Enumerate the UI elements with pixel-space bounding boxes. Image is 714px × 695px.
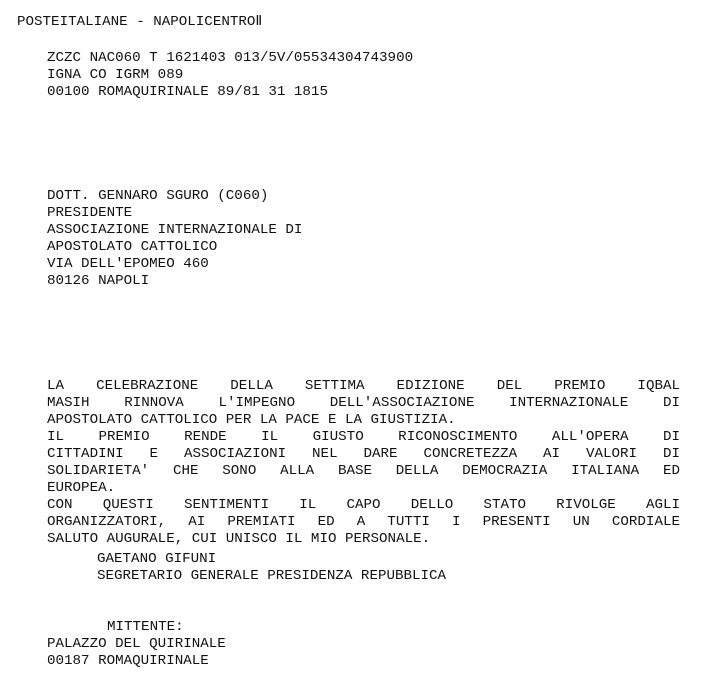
office-name: POSTEITALIANE - NAPOLICENTRO xyxy=(17,14,256,30)
routing-line: IGNA CO IGRM 089 xyxy=(47,67,184,83)
recipient-organization: ASSOCIAZIONE INTERNAZIONALE DI xyxy=(47,222,303,238)
recipient-role: PRESIDENTE xyxy=(47,205,133,221)
recipient-city: 80126 NAPOLI xyxy=(47,273,150,289)
recipient-organization: APOSTOLATO CATTOLICO xyxy=(47,239,218,255)
recipient-name: DOTT. GENNARO SGURO (C060) xyxy=(47,188,269,204)
signature-name: GAETANO GIFUNI xyxy=(97,551,217,567)
body-line: ORGANIZZATORI, AI PREMIATI ED A TUTTI I PRESENTI UN CORDIALE xyxy=(47,514,680,530)
body-line: APOSTOLATO CATTOLICO PER LA PACE E LA GIUSTIZIA. xyxy=(47,412,456,428)
sender-line: PALAZZO DEL QUIRINALE xyxy=(47,636,226,652)
body-line: IL PREMIO RENDE IL GIUSTO RICONOSCIMENTO ALL'OPERA DI xyxy=(47,429,680,445)
body-line: CON QUESTI SENTIMENTI IL CAPO DELLO STATO RIVOLGE AGLI xyxy=(47,497,680,513)
telegram-header xyxy=(17,14,262,31)
body-line: MASIH RINNOVA L'IMPEGNO DELL'ASSOCIAZIONE INTERNAZIONALE DI xyxy=(47,395,680,411)
body-line: LA CELEBRAZIONE DELLA SETTIMA EDIZIONE DEL PREMIO IQBAL xyxy=(47,378,680,394)
body-line: SALUTO AUGURALE, CUI UNISCO IL MIO PERSONALE. xyxy=(47,531,431,547)
sender-label: MITTENTE: xyxy=(107,619,184,635)
header-mark: Ⅱ xyxy=(255,14,263,30)
recipient-street: VIA DELL'EPOMEO 460 xyxy=(47,256,209,272)
body-line: CITTADINI E ASSOCIAZIONI NEL DARE CONCRETEZZA AI VALORI DI xyxy=(47,446,680,462)
routing-line: 00100 ROMAQUIRINALE 89/81 31 1815 xyxy=(47,84,328,100)
routing-line: ZCZC NAC060 T 1621403 013/5V/05534304743900 xyxy=(47,50,414,66)
body-line: SOLIDARIETA' CHE SONO ALLA BASE DELLA DEMOCRAZIA ITALIANA ED xyxy=(47,463,680,479)
sender-line: 00187 ROMAQUIRINALE xyxy=(47,653,209,669)
signature-title: SEGRETARIO GENERALE PRESIDENZA REPUBBLICA xyxy=(97,568,447,584)
body-line: EUROPEA. xyxy=(47,480,116,496)
